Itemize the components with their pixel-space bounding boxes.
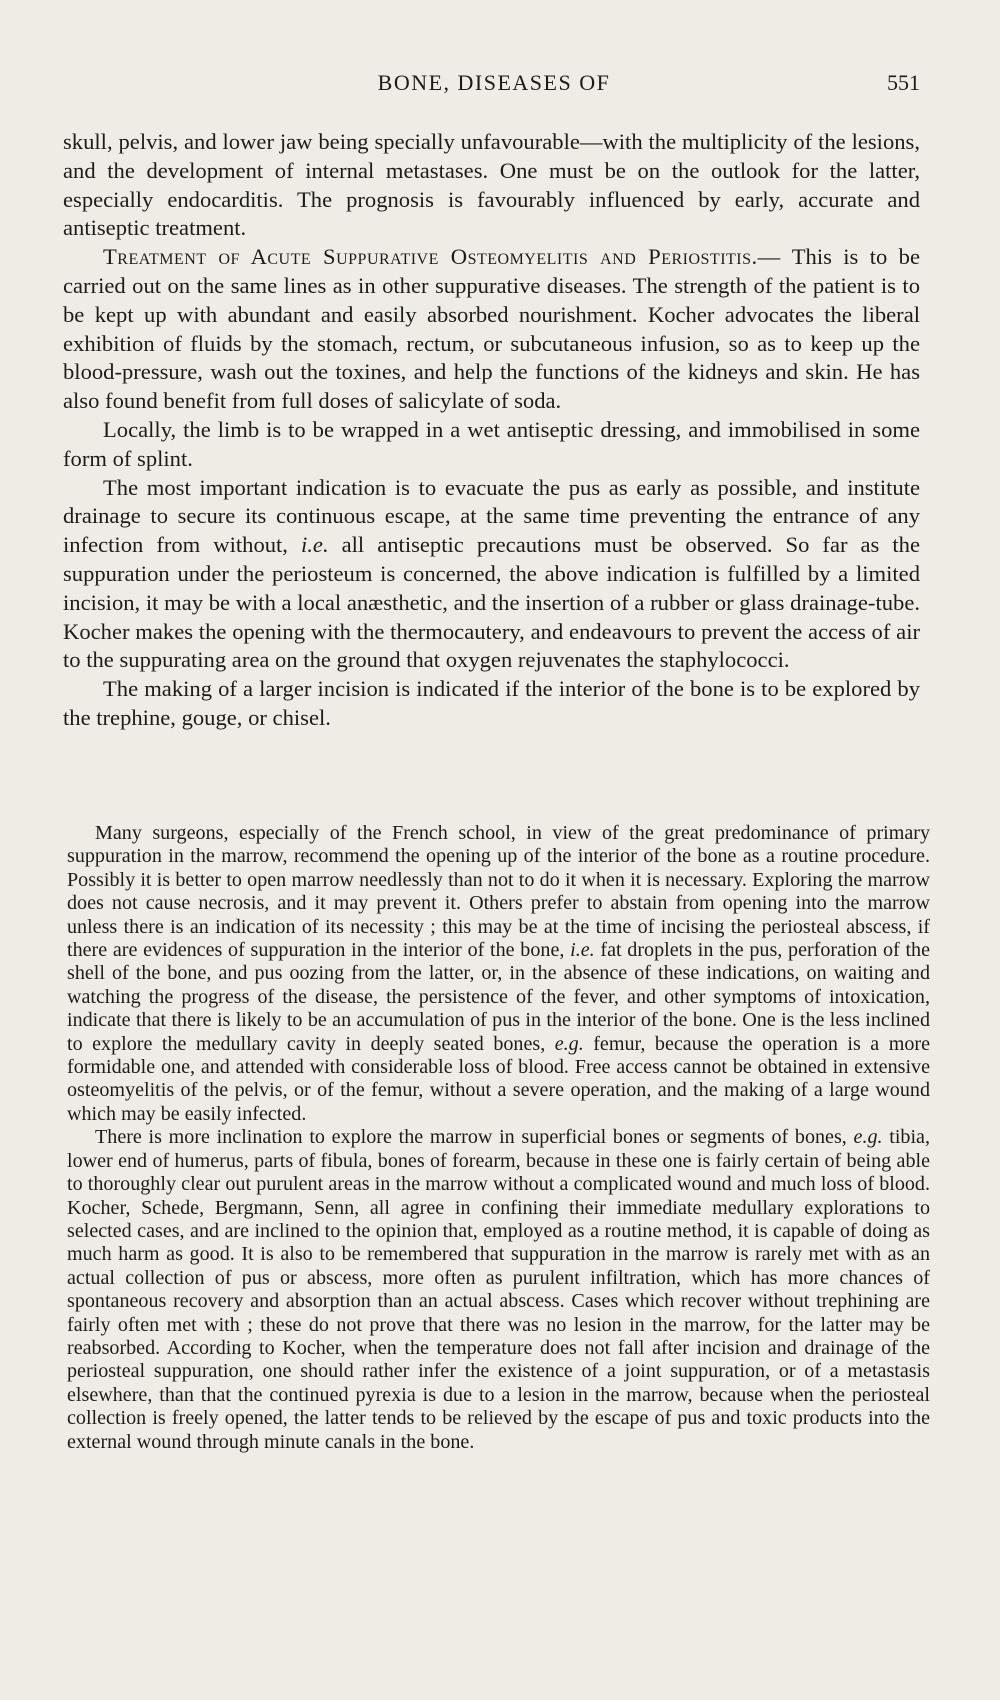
page-header bbox=[68, 70, 920, 100]
paragraph-treatment-text: This is to be carried out on the same lines as in other suppurative diseases. The strength of the patient is to be kept up with abundant and easily absorbed nourishment. Kocher advocates the liberal exhibition of fluids by the stomach, rectum, or subcutaneous infusion, so as to keep up the blood-pressure, wash out the toxines, and help the functions of the kidneys and skin. He has also found benefit from full doses of salicylate of soda. bbox=[63, 244, 920, 414]
main-text bbox=[63, 128, 920, 733]
abbrev-ie: i.e. bbox=[300, 532, 329, 558]
small-p2-part-a: There is more inclination to explore the marrow in superficial bones or segments of bones, bbox=[95, 1126, 854, 1149]
paragraph-prognosis: skull, pelvis, and lower jaw being specially unfavourable—with the multiplicity of the lesions, and the development of internal metastases. One must be on the outlook for the latter, especially endocarditis. The prognosis is favourably influenced by early, accurate and antiseptic treatment. bbox=[63, 129, 920, 241]
page-number: 551 bbox=[887, 70, 920, 95]
running-head: BONE, DISEASES OF bbox=[377, 70, 611, 95]
abbrev-eg-small: e.g. bbox=[554, 1032, 584, 1055]
small-p1-part-a: Many surgeons, especially of the French school, in view of the great predominance of primary suppuration in the marrow, recommend the opening up of the interior of the bone as a routine procedure. Possibly it is better to open marrow needlessly than not to do it when it is necessary. Exploring the marrow does not cause necrosis, and it may prevent it. Others prefer to abstain from opening into the marrow unless there is an indication of its necessity ; this may be at the time of incising the periosteal abscess, if there are evidences of suppuration in the interior of the bone, bbox=[67, 822, 930, 962]
paragraph-locally: Locally, the limb is to be wrapped in a wet antiseptic dressing, and immobilised in some form of splint. bbox=[63, 416, 920, 471]
small-p2-part-b: tibia, lower end of humerus, parts of fibula, bones of forearm, because in these one is fairly certain of being able to thoroughly clear out purulent areas in the marrow without a complicated wound and much loss of blood. Kocher, Schede, Bergmann, Senn, all agree in confining their immediate medullary explorations to selected cases, and are inclined to the opinion that, employed as a routine method, it is capable of doing as much harm as good. It is also to be remembered that suppuration in the marrow is rarely met with as an actual collection of pus or abscess, more often as purulent infiltration, which has more chances of spontaneous recovery and absorption than an actual abscess. Cases which recover without trephining are fairly often met with ; these do not prove that there was no lesion in the marrow, for the latter may be reabsorbed. According to Kocher, when the temperature does not fall after incision and drainage of the periosteal suppuration, one should rather infer the existence of a joint suppuration, or of a metastasis elsewhere, than that the continued pyrexia is due to a lesion in the marrow, because when the periosteal collection is freely opened, the latter tends to be relieved by the escape of pus and toxic products into the external wound through minute canals in the bone. bbox=[67, 1126, 930, 1453]
small-p1-part-b: fat droplets in the pus, perforation of the shell of the bone, and pus oozing from the latter, or, in the absence of these indications, on waiting and watching the progress of the disease, the persistence of the fever, and other symptoms of intoxication, indicate that there is likely to be an accumulation of pus in the interior of the bone. One is the less inclined to explore the medullary cavity in deeply seated bones, bbox=[67, 939, 931, 1055]
small-p1-part-c: femur, because the operation is a more formidable one, and attended with considerable loss of blood. Free access cannot be obtained in extensive osteomyelitis of the pelvis, or of the femur, without a severe operation, and the making of a large wound which may be easily infected. bbox=[67, 1032, 930, 1125]
abbrev-ie-small: i.e. bbox=[570, 939, 595, 962]
abbrev-eg-small-2: e.g. bbox=[853, 1126, 883, 1149]
paragraph-indication-part-b: all antiseptic precautions must be observed. So far as the suppuration under the periosteum is concerned, the above indication is fulfilled by a limited incision, it may be with a local anæsthetic, and the insertion of a rubber or glass drainage-tube. Kocher makes the opening with the thermocautery, and endeavours to prevent the access of air to the suppurating area on the ground that oxygen rejuvenates the staphylococci. bbox=[63, 532, 920, 673]
paragraph-treatment bbox=[63, 243, 920, 416]
small-paragraph-surgeons bbox=[67, 822, 930, 1126]
section-heading-treatment: Treatment of Acute Suppurative Osteomyelitis and Periostitis.— bbox=[103, 244, 781, 270]
paragraph-indication-part-a: The most important indication is to evacuate the pus as early as possible, and institute drainage to secure its continuous escape, at the same time preventing the entrance of any infection from without, bbox=[63, 474, 920, 558]
paragraph-indication bbox=[63, 474, 920, 676]
small-print-section bbox=[67, 822, 930, 1454]
small-paragraph-inclination bbox=[67, 1126, 930, 1454]
paragraph-larger-incision: The making of a larger incision is indicated if the interior of the bone is to be explored by the trephine, gouge, or chisel. bbox=[63, 676, 920, 730]
